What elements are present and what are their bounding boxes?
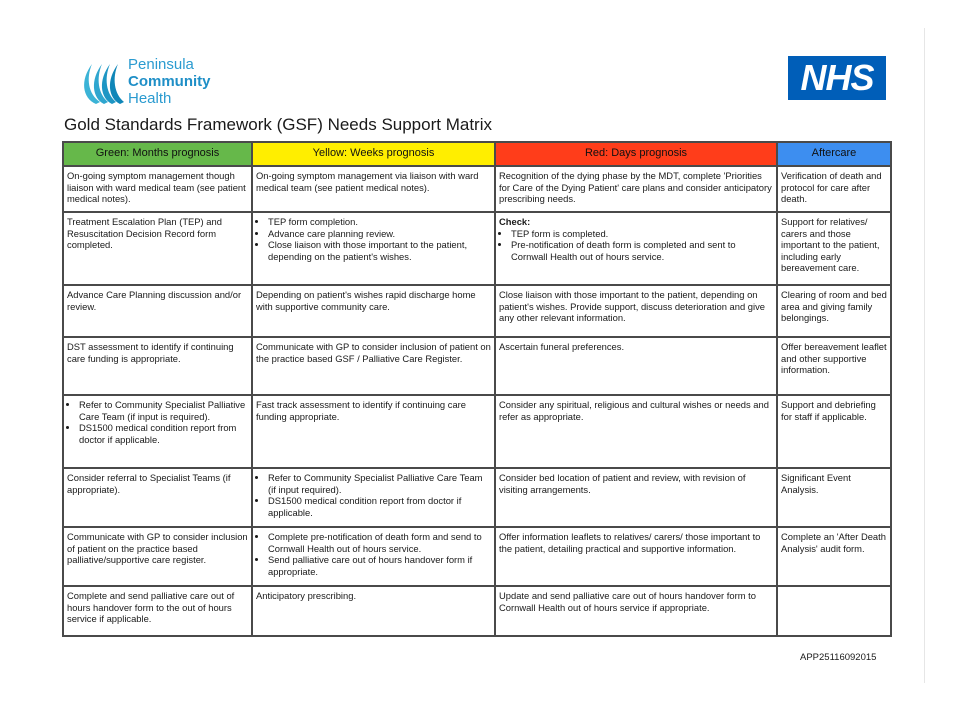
bullet-list (67, 399, 248, 445)
table-row (63, 285, 891, 337)
column-header-aftercare: Aftercare (777, 142, 891, 166)
logo-wordmark (128, 56, 211, 107)
cell-green: Complete and send palliative care out of hours handover form to the out of hours service if applicable. (63, 586, 252, 636)
cell-yellow (252, 212, 495, 285)
column-header-green: Green: Months prognosis (63, 142, 252, 166)
cell-aftercare: Support and debriefing for staff if applicable. (777, 395, 891, 468)
table-row (63, 586, 891, 636)
bullet-list (256, 472, 491, 518)
column-header-red: Red: Days prognosis (495, 142, 777, 166)
cell-red: Close liaison with those important to the patient, depending on patient's wishes. Provide support, discuss deterioration and give any other relevant information. (495, 285, 777, 337)
cell-yellow: Anticipatory prescribing. (252, 586, 495, 636)
cell-yellow: Communicate with GP to consider inclusion of patient on the practice based GSF / Palliative Care Register. (252, 337, 495, 395)
bullet-list (499, 228, 773, 263)
list-item: • Advance care planning review. (268, 228, 491, 240)
cell-red: Consider any spiritual, religious and cultural wishes or needs and refer as appropriate. (495, 395, 777, 468)
table-row (63, 527, 891, 586)
cell-yellow: Depending on patient's wishes rapid discharge home with supportive community care. (252, 285, 495, 337)
cell-green: DST assessment to identify if continuing care funding is appropriate. (63, 337, 252, 395)
list-item: • DS1500 medical condition report from doctor if applicable. (268, 495, 491, 518)
list-item: • Close liaison with those important to the patient, depending on the patient's wishes. (268, 239, 491, 262)
table-row (63, 212, 891, 285)
cell-aftercare: Support for relatives/ carers and those important to the patient, including early bereavement care. (777, 212, 891, 285)
logo-swoosh-icon (74, 58, 126, 106)
cell-red: Ascertain funeral preferences. (495, 337, 777, 395)
list-item: • DS1500 medical condition report from doctor if applicable. (79, 422, 248, 445)
cell-green: On-going symptom management though liaison with ward medical team (see patient medical notes). (63, 166, 252, 212)
bullet-list (256, 531, 491, 577)
list-item: • Send palliative care out of hours handover form if appropriate. (268, 554, 491, 577)
bullet-list (256, 216, 491, 262)
cell-green (63, 395, 252, 468)
list-item: • Refer to Community Specialist Palliative Care Team (if input required). (268, 472, 491, 495)
list-item: • Refer to Community Specialist Palliative Care Team (if input is required). (79, 399, 248, 422)
cell-red: Recognition of the dying phase by the MDT, complete 'Priorities for Care of the Dying Patient' care plans and consider anticipatory prescribing needs. (495, 166, 777, 212)
cell-yellow: On-going symptom management via liaison with ward medical team (see patient medical notes). (252, 166, 495, 212)
list-item: • TEP form completion. (268, 216, 491, 228)
document-reference: APP25116092015 (800, 652, 877, 663)
matrix-header-row (63, 142, 891, 166)
nhs-logo: NHS (788, 56, 886, 100)
document-header (62, 54, 890, 114)
logo-line-2: Community (128, 73, 211, 90)
cell-yellow (252, 527, 495, 586)
needs-support-matrix (62, 141, 892, 637)
page-title: Gold Standards Framework (GSF) Needs Support Matrix (64, 115, 492, 134)
cell-aftercare: Significant Event Analysis. (777, 468, 891, 527)
peninsula-community-health-logo (74, 54, 244, 110)
cell-yellow: Fast track assessment to identify if continuing care funding appropriate. (252, 395, 495, 468)
list-item: • Complete pre-notification of death form and send to Cornwall Health out of hours service. (268, 531, 491, 554)
cell-aftercare (777, 586, 891, 636)
table-row (63, 395, 891, 468)
cell-red (495, 212, 777, 285)
list-item: • Pre-notification of death form is completed and sent to Cornwall Health out of hours service. (511, 239, 773, 262)
cell-red: Offer information leaflets to relatives/ carers/ those important to the patient, detailing practical and supportive information. (495, 527, 777, 586)
logo-line-3: Health (128, 90, 172, 107)
cell-aftercare: Offer bereavement leaflet and other supportive information. (777, 337, 891, 395)
table-row (63, 166, 891, 212)
page-edge (924, 28, 925, 683)
logo-line-1: Peninsula (128, 56, 194, 73)
cell-green: Advance Care Planning discussion and/or review. (63, 285, 252, 337)
cell-green: Consider referral to Specialist Teams (if appropriate). (63, 468, 252, 527)
cell-yellow (252, 468, 495, 527)
cell-red: Consider bed location of patient and review, with revision of visiting arrangements. (495, 468, 777, 527)
cell-aftercare: Verification of death and protocol for care after death. (777, 166, 891, 212)
check-heading: Check: (499, 216, 531, 227)
cell-red: Update and send palliative care out of hours handover form to Cornwall Health out of hours service if appropriate. (495, 586, 777, 636)
cell-aftercare: Clearing of room and bed area and giving family belongings. (777, 285, 891, 337)
column-header-yellow: Yellow: Weeks prognosis (252, 142, 495, 166)
table-row (63, 468, 891, 527)
table-row (63, 337, 891, 395)
list-item: • TEP form is completed. (511, 228, 773, 240)
cell-green: Communicate with GP to consider inclusion of patient on the practice based palliative/supportive care register. (63, 527, 252, 586)
cell-green: Treatment Escalation Plan (TEP) and Resuscitation Decision Record form completed. (63, 212, 252, 285)
cell-aftercare: Complete an 'After Death Analysis' audit form. (777, 527, 891, 586)
